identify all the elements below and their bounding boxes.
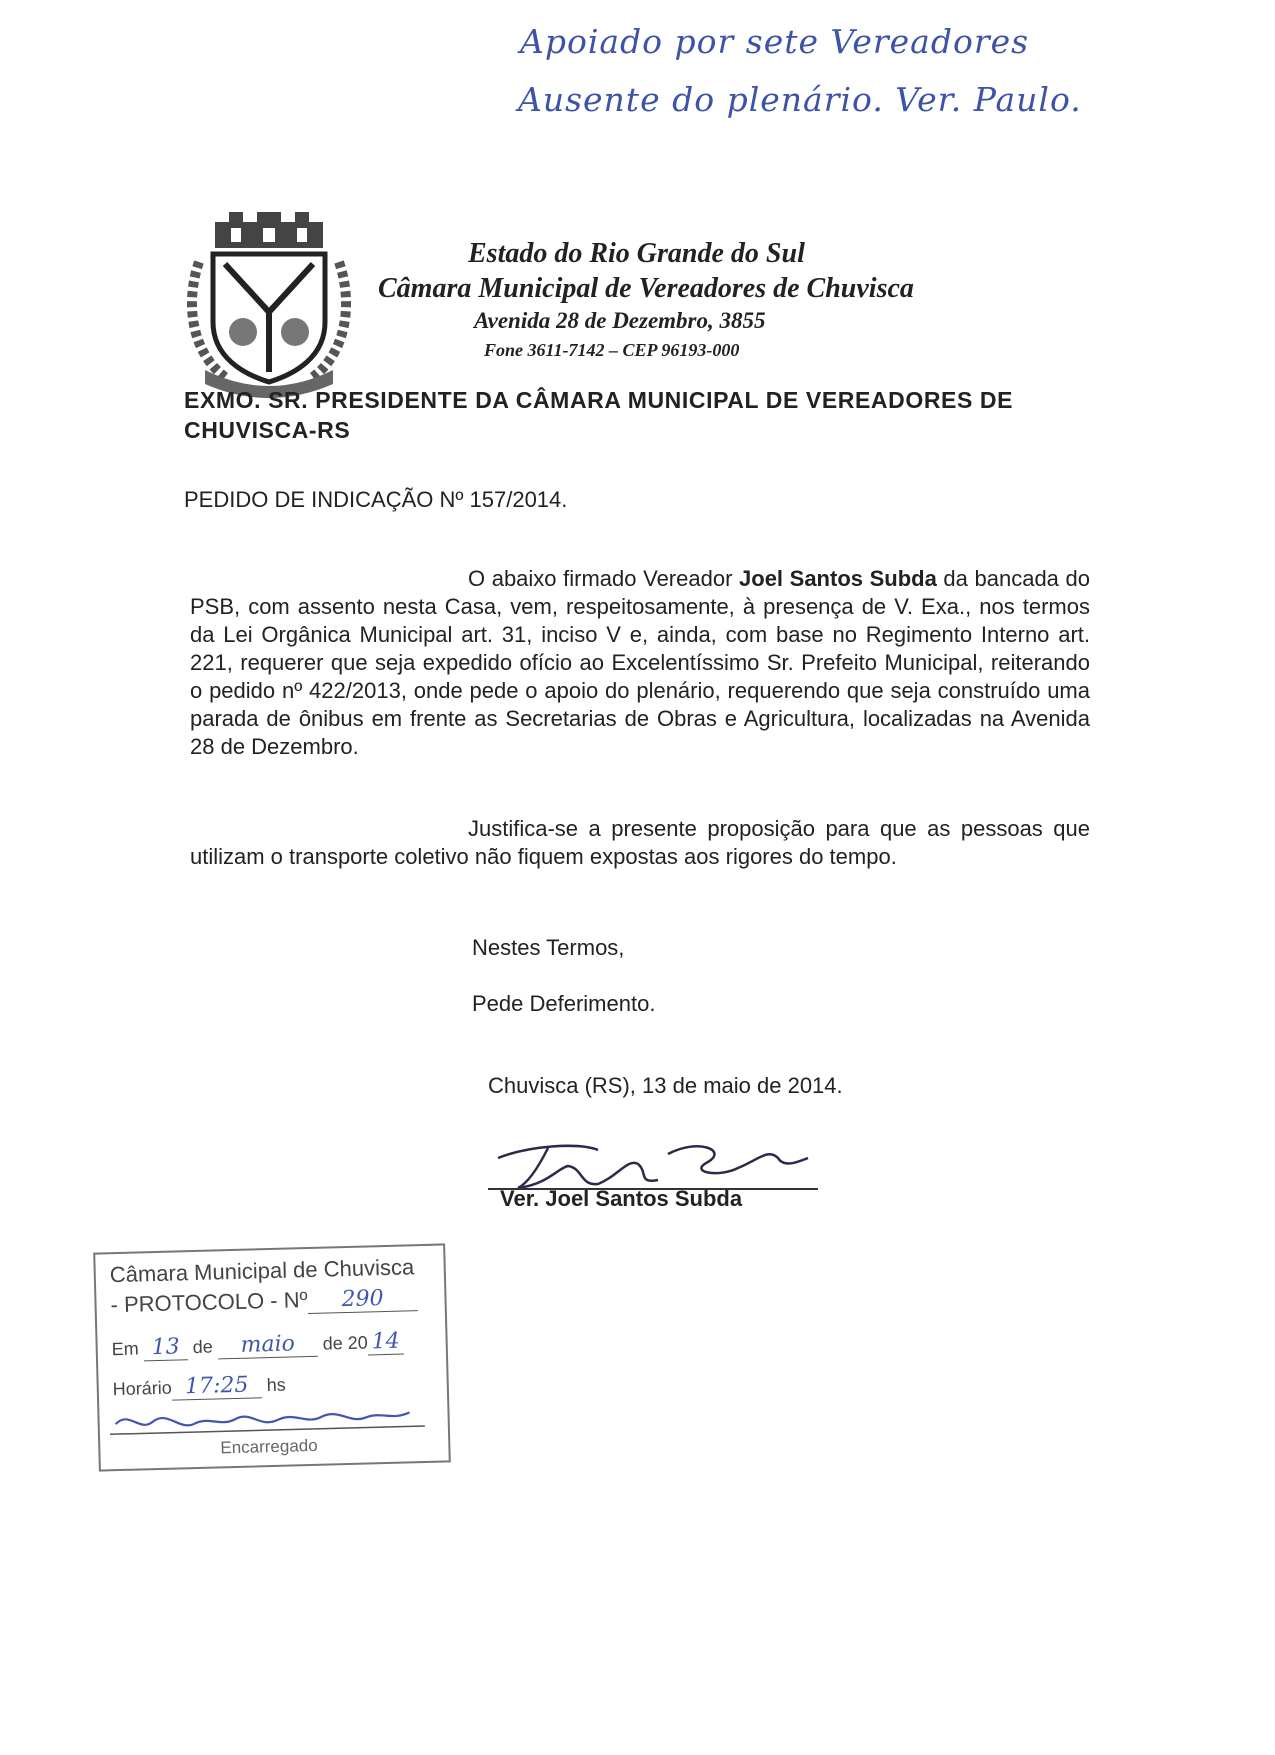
stamp-protocol-row bbox=[110, 1284, 418, 1319]
municipal-coat-of-arms-icon bbox=[185, 212, 353, 402]
stamp-date-row bbox=[111, 1329, 404, 1363]
letterhead-address: Avenida 28 de Dezembro, 3855 bbox=[474, 308, 766, 333]
stamp-year-label: de 20 bbox=[322, 1332, 369, 1354]
councilman-name: Joel Santos Subda bbox=[739, 566, 937, 591]
stamp-protocol-label: - PROTOCOLO - Nº bbox=[110, 1287, 308, 1318]
letterhead-state: Estado do Rio Grande do Sul bbox=[468, 238, 805, 269]
body-paragraph-1 bbox=[190, 565, 1090, 761]
stamp-de-label: de bbox=[192, 1336, 214, 1358]
stamp-day: 13 bbox=[143, 1334, 188, 1361]
stamp-time-row bbox=[112, 1372, 286, 1403]
handwritten-note-line2: Ausente do plenário. Ver. Paulo. bbox=[518, 80, 1082, 119]
place-date: Chuvisca (RS), 13 de maio de 2014. bbox=[488, 1073, 843, 1098]
closing-line1: Nestes Termos, bbox=[472, 935, 625, 960]
body-p1-rest: da bancada do PSB, com assento nesta Casa, vem, respeitosamente, à presença de V. Exa., nos termos da Lei Orgânica Municipal art. 31, inciso V e, ainda, com base no Regimento Interno art. 221, requerer que seja expedido ofício ao Excelentíssimo Sr. Prefeito Municipal, reiterando o pedido nº 422/2013, onde pede o apoio do plenário, requerendo que seja construído uma parada de ônibus em frente as Secretarias de Obras e Agricultura, localizadas na Avenida 28 de Dezembro. bbox=[190, 566, 1090, 759]
stamp-encarregado-label: Encarregado bbox=[220, 1435, 318, 1458]
stamp-hs-label: hs bbox=[266, 1374, 287, 1396]
stamp-title: Câmara Municipal de Chuvisca bbox=[109, 1254, 415, 1288]
signatory-name: Ver. Joel Santos Subda bbox=[500, 1186, 743, 1211]
stamp-clerk-signature bbox=[109, 1396, 430, 1440]
body-p1-start: O abaixo firmado Vereador bbox=[468, 566, 740, 591]
stamp-protocol-number: 290 bbox=[307, 1285, 418, 1314]
handwritten-note-line1: Apoiado por sete Vereadores bbox=[520, 22, 1030, 61]
stamp-year: 14 bbox=[367, 1329, 404, 1356]
protocol-stamp bbox=[93, 1243, 451, 1471]
stamp-em-label: Em bbox=[111, 1338, 139, 1360]
addressee: EXMO. SR. PRESIDENTE DA CÂMARA MUNICIPAL DE VEREADORES DE CHUVISCA-RS bbox=[184, 387, 1014, 443]
request-number: PEDIDO DE INDICAÇÃO Nº 157/2014. bbox=[184, 487, 568, 512]
body-paragraph-2: Justifica-se a presente proposição para que as pessoas que utilizam o transporte coletivo não fiquem expostas aos rigores do tempo. bbox=[190, 816, 1090, 869]
stamp-time: 17:25 bbox=[171, 1372, 262, 1400]
stamp-month: maio bbox=[217, 1331, 318, 1360]
letterhead-chamber: Câmara Municipal de Vereadores de Chuvisca bbox=[378, 273, 914, 304]
letterhead-phone: Fone 3611-7142 – CEP 96193-000 bbox=[484, 340, 740, 360]
stamp-horario-label: Horário bbox=[112, 1377, 173, 1400]
closing-line2: Pede Deferimento. bbox=[472, 991, 656, 1016]
